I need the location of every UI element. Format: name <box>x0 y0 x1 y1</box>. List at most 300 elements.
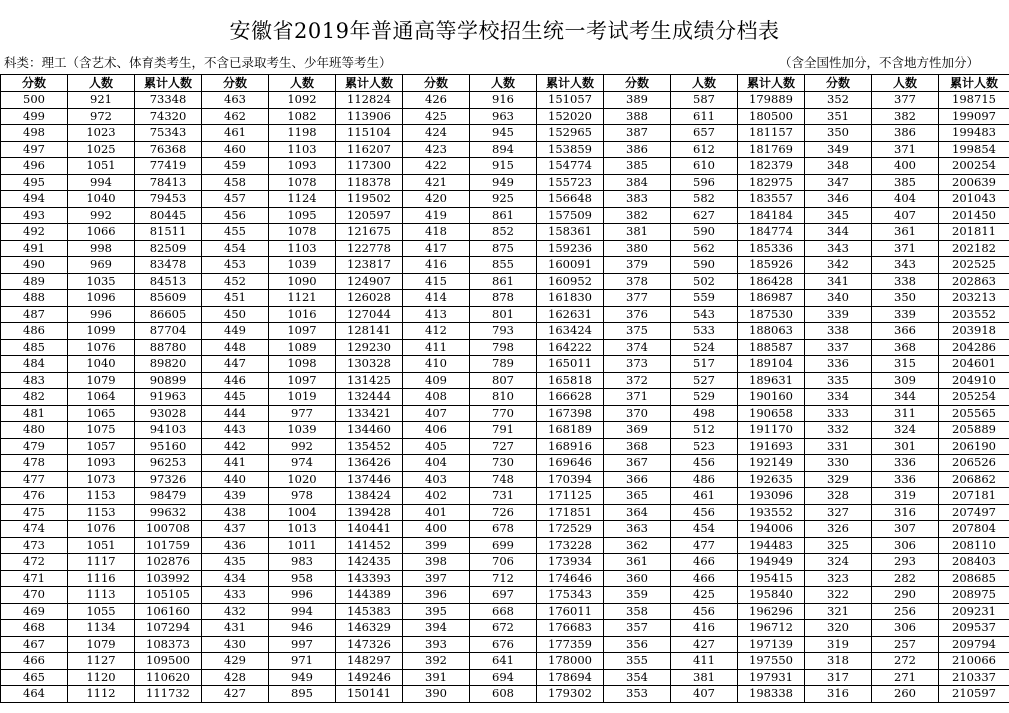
table-cell: 207804 <box>939 521 1009 538</box>
table-cell: 170394 <box>537 471 604 488</box>
table-cell: 76368 <box>135 141 202 158</box>
table-cell: 336 <box>872 471 939 488</box>
table-cell: 374 <box>604 339 671 356</box>
table-cell: 260 <box>872 686 939 703</box>
table-cell: 590 <box>671 257 738 274</box>
table-cell: 861 <box>470 207 537 224</box>
table-cell: 486 <box>1 323 68 340</box>
table-cell: 449 <box>202 323 269 340</box>
table-cell: 203918 <box>939 323 1009 340</box>
table-cell: 596 <box>671 174 738 191</box>
table-cell: 383 <box>604 191 671 208</box>
table-cell: 657 <box>671 125 738 142</box>
table-cell: 461 <box>202 125 269 142</box>
table-cell: 350 <box>872 290 939 307</box>
table-cell: 366 <box>872 323 939 340</box>
table-cell: 472 <box>1 554 68 571</box>
table-cell: 464 <box>1 686 68 703</box>
table-cell: 400 <box>872 158 939 175</box>
table-cell: 397 <box>403 570 470 587</box>
table-cell: 994 <box>269 603 336 620</box>
table-cell: 969 <box>68 257 135 274</box>
table-cell: 992 <box>269 438 336 455</box>
table-row <box>1 158 1009 175</box>
table-cell: 451 <box>202 290 269 307</box>
table-cell: 201043 <box>939 191 1009 208</box>
table-cell: 434 <box>202 570 269 587</box>
table-cell: 415 <box>403 273 470 290</box>
table-cell: 423 <box>403 141 470 158</box>
table-cell: 377 <box>872 92 939 109</box>
table-cell: 1127 <box>68 653 135 670</box>
table-cell: 1064 <box>68 389 135 406</box>
table-cell: 527 <box>671 372 738 389</box>
table-cell: 672 <box>470 620 537 637</box>
table-cell: 726 <box>470 504 537 521</box>
column-header: 分数 <box>403 75 470 92</box>
table-cell: 402 <box>403 488 470 505</box>
table-cell: 184774 <box>738 224 805 241</box>
table-cell: 105105 <box>135 587 202 604</box>
table-cell: 191170 <box>738 422 805 439</box>
table-row <box>1 471 1009 488</box>
table-cell: 996 <box>269 587 336 604</box>
table-cell: 456 <box>671 603 738 620</box>
table-cell: 1040 <box>68 356 135 373</box>
table-cell: 143393 <box>336 570 403 587</box>
table-row <box>1 92 1009 109</box>
table-cell: 502 <box>671 273 738 290</box>
table-cell: 188063 <box>738 323 805 340</box>
table-cell: 360 <box>604 570 671 587</box>
table-cell: 612 <box>671 141 738 158</box>
table-cell: 201450 <box>939 207 1009 224</box>
table-cell: 131425 <box>336 372 403 389</box>
table-cell: 91963 <box>135 389 202 406</box>
table-cell: 199483 <box>939 125 1009 142</box>
table-cell: 175343 <box>537 587 604 604</box>
table-cell: 138424 <box>336 488 403 505</box>
table-cell: 562 <box>671 240 738 257</box>
table-cell: 441 <box>202 455 269 472</box>
table-row <box>1 257 1009 274</box>
table-cell: 384 <box>604 174 671 191</box>
table-cell: 301 <box>872 438 939 455</box>
table-cell: 163424 <box>537 323 604 340</box>
table-cell: 496 <box>1 158 68 175</box>
table-cell: 395 <box>403 603 470 620</box>
table-row <box>1 174 1009 191</box>
table-cell: 202863 <box>939 273 1009 290</box>
table-cell: 1099 <box>68 323 135 340</box>
table-cell: 925 <box>470 191 537 208</box>
table-cell: 1096 <box>68 290 135 307</box>
table-cell: 641 <box>470 653 537 670</box>
table-cell: 319 <box>872 488 939 505</box>
table-cell: 407 <box>671 686 738 703</box>
table-cell: 408 <box>403 389 470 406</box>
table-cell: 306 <box>872 537 939 554</box>
table-cell: 454 <box>202 240 269 257</box>
table-cell: 78413 <box>135 174 202 191</box>
table-cell: 153859 <box>537 141 604 158</box>
column-header: 分数 <box>805 75 872 92</box>
table-cell: 770 <box>470 405 537 422</box>
table-cell: 324 <box>805 554 872 571</box>
table-cell: 495 <box>1 174 68 191</box>
table-cell: 317 <box>805 669 872 686</box>
table-cell: 385 <box>872 174 939 191</box>
table-cell: 396 <box>403 587 470 604</box>
table-body <box>1 92 1009 703</box>
table-cell: 123817 <box>336 257 403 274</box>
table-cell: 365 <box>604 488 671 505</box>
table-cell: 96253 <box>135 455 202 472</box>
table-cell: 488 <box>1 290 68 307</box>
table-cell: 112824 <box>336 92 403 109</box>
table-cell: 420 <box>403 191 470 208</box>
table-cell: 1093 <box>269 158 336 175</box>
table-cell: 476 <box>1 488 68 505</box>
table-cell: 974 <box>269 455 336 472</box>
table-cell: 399 <box>403 537 470 554</box>
table-cell: 152020 <box>537 108 604 125</box>
table-cell: 98479 <box>135 488 202 505</box>
table-cell: 425 <box>671 587 738 604</box>
table-cell: 499 <box>1 108 68 125</box>
table-cell: 1016 <box>269 306 336 323</box>
category-note: 科类：理工（含艺术、体育类考生，不含已录取考生、少年班等考生） <box>4 55 392 70</box>
table-cell: 256 <box>872 603 939 620</box>
table-cell: 179889 <box>738 92 805 109</box>
table-cell: 432 <box>202 603 269 620</box>
table-cell: 406 <box>403 422 470 439</box>
table-cell: 386 <box>872 125 939 142</box>
table-cell: 369 <box>604 422 671 439</box>
table-cell: 88780 <box>135 339 202 356</box>
table-cell: 483 <box>1 372 68 389</box>
table-cell: 194483 <box>738 537 805 554</box>
table-cell: 333 <box>805 405 872 422</box>
score-table <box>0 74 1009 703</box>
table-cell: 1040 <box>68 191 135 208</box>
table-cell: 443 <box>202 422 269 439</box>
table-cell: 1153 <box>68 504 135 521</box>
table-cell: 1078 <box>269 224 336 241</box>
table-cell: 75343 <box>135 125 202 142</box>
table-cell: 998 <box>68 240 135 257</box>
table-cell: 367 <box>604 455 671 472</box>
table-cell: 414 <box>403 290 470 307</box>
table-cell: 1051 <box>68 537 135 554</box>
table-cell: 403 <box>403 471 470 488</box>
column-header: 累计人数 <box>738 75 805 92</box>
table-cell: 587 <box>671 92 738 109</box>
table-cell: 454 <box>671 521 738 538</box>
table-row <box>1 224 1009 241</box>
table-cell: 322 <box>805 587 872 604</box>
table-cell: 195840 <box>738 587 805 604</box>
table-row <box>1 323 1009 340</box>
table-cell: 334 <box>805 389 872 406</box>
table-cell: 359 <box>604 587 671 604</box>
table-cell: 391 <box>403 669 470 686</box>
table-cell: 81511 <box>135 224 202 241</box>
table-cell: 204910 <box>939 372 1009 389</box>
table-cell: 468 <box>1 620 68 637</box>
table-cell: 129230 <box>336 339 403 356</box>
table-cell: 996 <box>68 306 135 323</box>
table-cell: 875 <box>470 240 537 257</box>
table-cell: 371 <box>872 141 939 158</box>
table-cell: 440 <box>202 471 269 488</box>
table-cell: 187530 <box>738 306 805 323</box>
table-cell: 377 <box>604 290 671 307</box>
table-cell: 74320 <box>135 108 202 125</box>
table-row <box>1 240 1009 257</box>
table-cell: 358 <box>604 603 671 620</box>
table-cell: 810 <box>470 389 537 406</box>
column-header: 分数 <box>1 75 68 92</box>
table-cell: 207497 <box>939 504 1009 521</box>
table-cell: 147326 <box>336 636 403 653</box>
table-cell: 1134 <box>68 620 135 637</box>
column-header: 分数 <box>202 75 269 92</box>
table-cell: 428 <box>202 669 269 686</box>
table-cell: 485 <box>1 339 68 356</box>
table-cell: 77419 <box>135 158 202 175</box>
table-cell: 676 <box>470 636 537 653</box>
table-cell: 972 <box>68 108 135 125</box>
table-cell: 410 <box>403 356 470 373</box>
table-cell: 210597 <box>939 686 1009 703</box>
table-row <box>1 537 1009 554</box>
table-cell: 152965 <box>537 125 604 142</box>
table-cell: 1116 <box>68 570 135 587</box>
table-cell: 80445 <box>135 207 202 224</box>
table-cell: 791 <box>470 422 537 439</box>
table-cell: 209537 <box>939 620 1009 637</box>
table-cell: 478 <box>1 455 68 472</box>
table-cell: 173228 <box>537 537 604 554</box>
table-cell: 345 <box>805 207 872 224</box>
table-cell: 1066 <box>68 224 135 241</box>
table-cell: 1093 <box>68 455 135 472</box>
table-cell: 124907 <box>336 273 403 290</box>
table-cell: 385 <box>604 158 671 175</box>
table-cell: 417 <box>403 240 470 257</box>
table-cell: 311 <box>872 405 939 422</box>
table-cell: 469 <box>1 603 68 620</box>
table-cell: 209794 <box>939 636 1009 653</box>
table-cell: 1035 <box>68 273 135 290</box>
table-cell: 1082 <box>269 108 336 125</box>
table-cell: 134460 <box>336 422 403 439</box>
table-cell: 1079 <box>68 372 135 389</box>
table-row <box>1 125 1009 142</box>
table-cell: 498 <box>1 125 68 142</box>
table-cell: 182379 <box>738 158 805 175</box>
table-cell: 94103 <box>135 422 202 439</box>
table-cell: 394 <box>403 620 470 637</box>
table-cell: 167398 <box>537 405 604 422</box>
table-cell: 366 <box>604 471 671 488</box>
table-cell: 482 <box>1 389 68 406</box>
table-cell: 85609 <box>135 290 202 307</box>
table-cell: 151057 <box>537 92 604 109</box>
table-cell: 748 <box>470 471 537 488</box>
table-cell: 194949 <box>738 554 805 571</box>
table-row <box>1 273 1009 290</box>
table-cell: 456 <box>202 207 269 224</box>
table-cell: 611 <box>671 108 738 125</box>
table-row <box>1 356 1009 373</box>
table-cell: 699 <box>470 537 537 554</box>
table-cell: 338 <box>872 273 939 290</box>
table-cell: 337 <box>805 339 872 356</box>
table-cell: 412 <box>403 323 470 340</box>
column-header: 累计人数 <box>135 75 202 92</box>
table-cell: 84513 <box>135 273 202 290</box>
table-cell: 997 <box>269 636 336 653</box>
table-cell: 351 <box>805 108 872 125</box>
table-cell: 257 <box>872 636 939 653</box>
table-cell: 404 <box>872 191 939 208</box>
table-cell: 135452 <box>336 438 403 455</box>
table-cell: 446 <box>202 372 269 389</box>
table-cell: 400 <box>403 521 470 538</box>
table-cell: 328 <box>805 488 872 505</box>
table-cell: 1098 <box>269 356 336 373</box>
table-cell: 146329 <box>336 620 403 637</box>
table-cell: 99632 <box>135 504 202 521</box>
table-cell: 533 <box>671 323 738 340</box>
table-cell: 445 <box>202 389 269 406</box>
table-cell: 416 <box>403 257 470 274</box>
table-cell: 210066 <box>939 653 1009 670</box>
table-cell: 282 <box>872 570 939 587</box>
table-cell: 102876 <box>135 554 202 571</box>
table-cell: 500 <box>1 92 68 109</box>
table-cell: 145383 <box>336 603 403 620</box>
table-cell: 590 <box>671 224 738 241</box>
table-cell: 382 <box>604 207 671 224</box>
table-cell: 327 <box>805 504 872 521</box>
table-cell: 160952 <box>537 273 604 290</box>
table-cell: 421 <box>403 174 470 191</box>
table-cell: 486 <box>671 471 738 488</box>
table-cell: 196712 <box>738 620 805 637</box>
table-cell: 582 <box>671 191 738 208</box>
table-cell: 373 <box>604 356 671 373</box>
table-row <box>1 636 1009 653</box>
table-cell: 371 <box>604 389 671 406</box>
table-cell: 380 <box>604 240 671 257</box>
column-header: 人数 <box>671 75 738 92</box>
table-cell: 321 <box>805 603 872 620</box>
table-cell: 192635 <box>738 471 805 488</box>
table-cell: 323 <box>805 570 872 587</box>
table-cell: 206526 <box>939 455 1009 472</box>
table-cell: 188587 <box>738 339 805 356</box>
table-row <box>1 620 1009 637</box>
table-cell: 198715 <box>939 92 1009 109</box>
table-cell: 971 <box>269 653 336 670</box>
table-cell: 461 <box>671 488 738 505</box>
table-row <box>1 504 1009 521</box>
table-cell: 362 <box>604 537 671 554</box>
table-cell: 101759 <box>135 537 202 554</box>
table-cell: 368 <box>604 438 671 455</box>
table-row <box>1 488 1009 505</box>
table-cell: 86605 <box>135 306 202 323</box>
table-cell: 155723 <box>537 174 604 191</box>
table-cell: 319 <box>805 636 872 653</box>
table-cell: 108373 <box>135 636 202 653</box>
table-cell: 344 <box>805 224 872 241</box>
table-cell: 83478 <box>135 257 202 274</box>
table-cell: 712 <box>470 570 537 587</box>
table-cell: 793 <box>470 323 537 340</box>
table-cell: 350 <box>805 125 872 142</box>
table-cell: 458 <box>202 174 269 191</box>
column-header: 分数 <box>604 75 671 92</box>
table-row <box>1 554 1009 571</box>
table-cell: 157509 <box>537 207 604 224</box>
table-cell: 442 <box>202 438 269 455</box>
table-cell: 474 <box>1 521 68 538</box>
table-cell: 852 <box>470 224 537 241</box>
table-cell: 97326 <box>135 471 202 488</box>
table-cell: 419 <box>403 207 470 224</box>
table-cell: 293 <box>872 554 939 571</box>
table-cell: 895 <box>269 686 336 703</box>
table-cell: 109500 <box>135 653 202 670</box>
table-cell: 1004 <box>269 504 336 521</box>
column-header: 累计人数 <box>537 75 604 92</box>
table-cell: 326 <box>805 521 872 538</box>
table-cell: 730 <box>470 455 537 472</box>
table-cell: 387 <box>604 125 671 142</box>
table-cell: 177359 <box>537 636 604 653</box>
table-cell: 994 <box>68 174 135 191</box>
table-cell: 204286 <box>939 339 1009 356</box>
table-cell: 148297 <box>336 653 403 670</box>
table-cell: 95160 <box>135 438 202 455</box>
table-cell: 132444 <box>336 389 403 406</box>
table-cell: 448 <box>202 339 269 356</box>
table-cell: 1092 <box>269 92 336 109</box>
table-cell: 87704 <box>135 323 202 340</box>
table-cell: 371 <box>872 240 939 257</box>
table-row <box>1 686 1009 703</box>
table-cell: 100708 <box>135 521 202 538</box>
table-cell: 456 <box>671 504 738 521</box>
column-header: 累计人数 <box>939 75 1009 92</box>
table-cell: 1089 <box>269 339 336 356</box>
table-cell: 204601 <box>939 356 1009 373</box>
table-cell: 479 <box>1 438 68 455</box>
table-cell: 363 <box>604 521 671 538</box>
page-title: 安徽省2019年普通高等学校招生统一考试考生成绩分档表 <box>229 19 780 43</box>
table-cell: 436 <box>202 537 269 554</box>
table-cell: 481 <box>1 405 68 422</box>
table-cell: 1113 <box>68 587 135 604</box>
table-cell: 271 <box>872 669 939 686</box>
table-cell: 456 <box>671 455 738 472</box>
table-row <box>1 438 1009 455</box>
table-row <box>1 191 1009 208</box>
